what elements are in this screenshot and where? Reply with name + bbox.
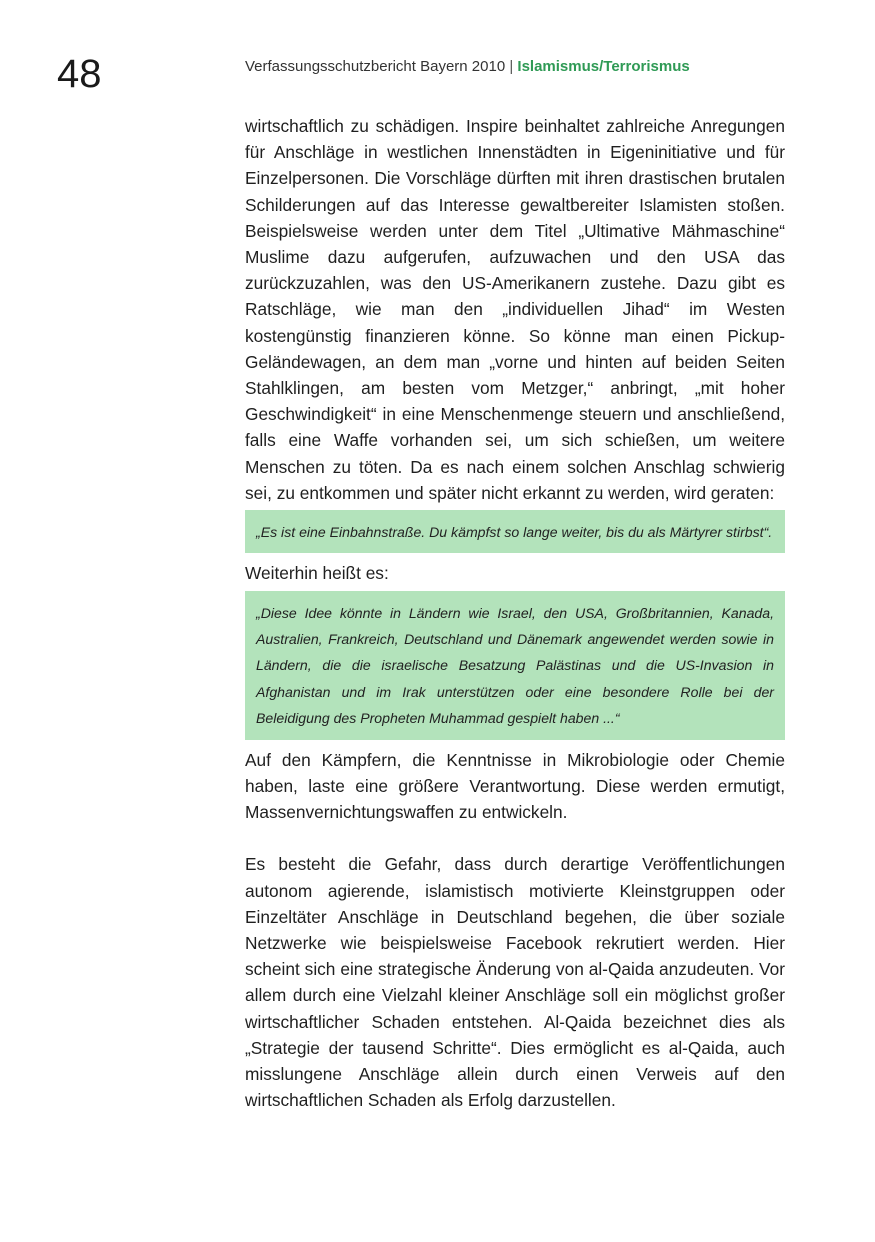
section-title: Islamismus/Terrorismus	[517, 58, 690, 75]
page-number: 48	[57, 52, 102, 96]
paragraph-2: Weiterhin heißt es:	[245, 563, 389, 584]
quote-block-1: „Es ist eine Einbahnstraße. Du kämpfst so lange weiter, bis du als Märtyrer stirbst“.	[245, 510, 785, 553]
running-header	[245, 57, 690, 77]
paragraph-1: wirtschaftlich zu schädigen. Inspire beinhaltet zahlreiche Anregungen für Anschläge in westlichen Innenstädten in Eigeninitiative und für Einzelpersonen. Die Vorschläge dürften mit ihren drastischen brutalen Schilderungen auf das Interesse gewaltbereiter Islamisten stoßen. Beispielsweise werden unter dem Titel „Ultimative Mähmaschine“ Muslime dazu aufgerufen, aufzuwachen und den USA das zurückzuzahlen, was den US-Amerikanern zustehe. Dazu gibt es Ratschläge, wie man den „individuellen Jihad“ im Westen kostengünstig finanzieren könne. So könne man einen Pickup-Geländewagen, an dem man „vorne und hinten auf beiden Seiten Stahlklingen, am besten vom Metzger,“ anbringt, „mit hoher Geschwindigkeit“ in eine Menschenmenge steuern und anschließend, falls eine Waffe vorhanden sei, um sich schießen, um weitere Menschen zu töten. Da es nach einem solchen Anschlag schwierig sei, zu entkommen und später nicht erkannt zu werden, wird geraten:	[245, 116, 785, 503]
quote-block-2: „Diese Idee könnte in Ländern wie Israel, den USA, Großbritannien, Kanada, Australien, Frankreich, Deutschland und Dänemark angewendet werden sowie in Ländern, die die israelische Besatzung Palästinas und die US-Invasion in Afghanistan und im Irak unterstützen oder eine besondere Rolle bei der Beleidigung des Propheten Muhammad gespielt haben ...“	[245, 591, 785, 740]
report-title: Verfassungsschutzbericht Bayern 2010	[245, 58, 506, 75]
paragraph-4: Es besteht die Gefahr, dass durch derartige Veröffentlichungen autonom agierende, islamistisch motivierte Kleinstgruppen oder Einzeltäter Anschläge in Deutschland begehen, die über soziale Netzwerke wie beispielsweise Facebook rekrutiert werden. Hier scheint sich eine strategische Änderung von al-Qaida anzudeuten. Vor allem durch eine Vielzahl kleiner Anschläge soll ein möglichst großer wirtschaftlicher Schaden entstehen. Al-Qaida bezeichnet dies als „Strategie der tausend Schritte“. Dies ermöglicht es al-Qaida, auch misslungene Anschläge allein durch einen Verweis auf den wirtschaftlichen Schaden als Erfolg darzustellen.	[245, 854, 785, 1111]
main-text	[245, 113, 785, 1113]
header-separator: |	[509, 58, 514, 75]
paragraph-3: Auf den Kämpfern, die Kenntnisse in Mikrobiologie oder Chemie haben, laste eine größere Verantwortung. Diese werden ermutigt, Massenvernichtungswaffen zu entwickeln.	[245, 749, 785, 823]
paragraph-gap	[245, 825, 785, 851]
